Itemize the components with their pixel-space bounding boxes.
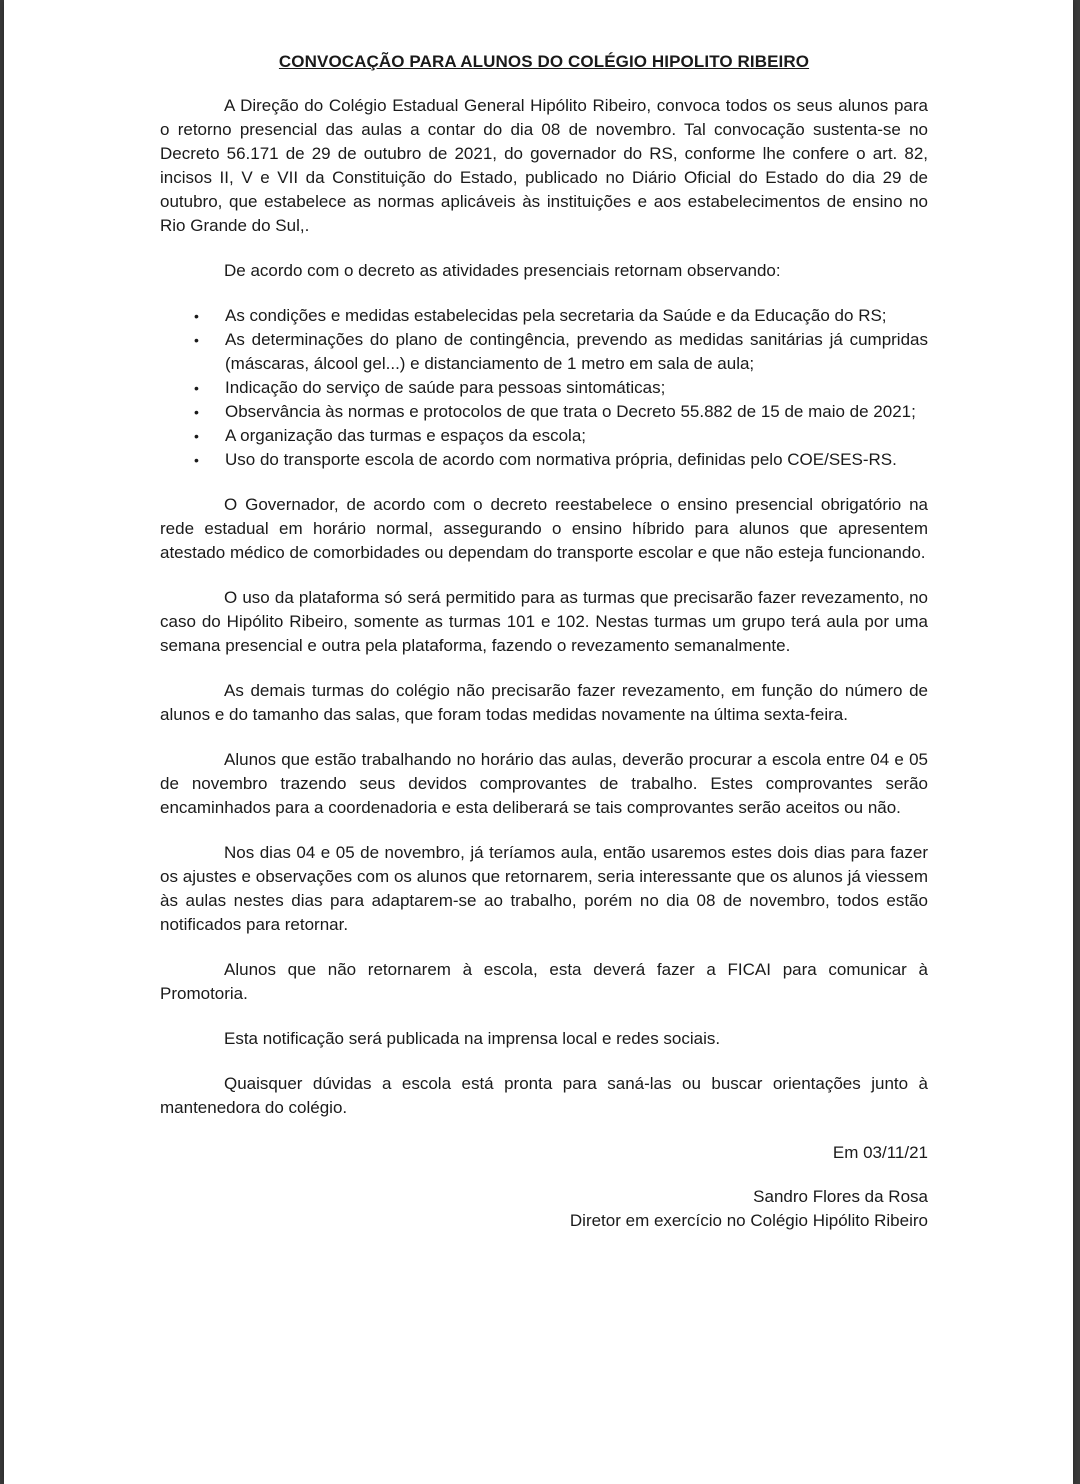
working-students-paragraph: Alunos que estão trabalhando no horário das aulas, deverão procurar a escola entre 04 e 05 de novembro trazendo seus devidos comprovantes de trabalho. Estes comprovantes serão encaminhados para a coordenadoria e esta deliberará se tais comprovantes serão aceitos ou não. — [160, 750, 928, 817]
list-item — [160, 328, 928, 376]
bullet-icon: • — [194, 404, 199, 420]
signature-name: Sandro Flores da Rosa — [753, 1187, 928, 1206]
signature-block — [160, 1185, 928, 1233]
bullet-icon: • — [194, 428, 199, 444]
list-intro-paragraph: De acordo com o decreto as atividades presenciais retornam observando: — [224, 261, 781, 280]
bullet-icon: • — [194, 308, 199, 324]
publication-paragraph: Esta notificação será publicada na imprensa local e redes sociais. — [224, 1029, 721, 1048]
list-item — [160, 424, 928, 448]
list-item — [160, 376, 928, 400]
list-item — [160, 304, 928, 328]
list-item-text: Observância às normas e protocolos de que trata o Decreto 55.882 de 15 de maio de 2021; — [225, 402, 916, 421]
requirements-list — [160, 304, 928, 472]
platform-paragraph: O uso da plataforma só será permitido para as turmas que precisarão fazer revezamento, no caso do Hipólito Ribeiro, somente as turmas 101 e 102. Nestas turmas um grupo terá aula por uma semana presencial e outra pela plataforma, fazendo o revezamento semanalmente. — [160, 588, 928, 655]
other-classes-paragraph: As demais turmas do colégio não precisarão fazer revezamento, em função do número de alunos e do tamanho das salas, que foram todas medidas novamente na última sexta-feira. — [160, 681, 928, 724]
document-title: CONVOCAÇÃO PARA ALUNOS DO COLÉGIO HIPOLITO RIBEIRO — [278, 52, 810, 71]
list-item-text: Indicação do serviço de saúde para pessoas sintomáticas; — [225, 378, 666, 397]
document-page — [4, 0, 1073, 1484]
list-item-text: As determinações do plano de contingência, prevendo as medidas sanitárias já cumpridas (máscaras, álcool gel...) e distanciamento de 1 metro em sala de aula; — [225, 330, 928, 373]
document-date: Em 03/11/21 — [832, 1143, 928, 1162]
list-item-text: Uso do transporte escola de acordo com normativa própria, definidas pelo COE/SES-RS. — [225, 450, 897, 469]
ficai-paragraph: Alunos que não retornarem à escola, esta deverá fazer a FICAI para comunicar à Promotoria. — [160, 960, 928, 1003]
list-item-text: As condições e medidas estabelecidas pela secretaria da Saúde e da Educação do RS; — [225, 306, 887, 325]
questions-paragraph: Quaisquer dúvidas a escola está pronta para saná-las ou buscar orientações junto à mantenedora do colégio. — [160, 1074, 928, 1117]
bullet-icon: • — [194, 452, 199, 468]
list-item-text: A organização das turmas e espaços da escola; — [225, 426, 586, 445]
bullet-icon: • — [194, 332, 199, 348]
list-item — [160, 448, 928, 472]
intro-paragraph: A Direção do Colégio Estadual General Hipólito Ribeiro, convoca todos os seus alunos para o retorno presencial das aulas a contar do dia 08 de novembro. Tal convocação sustenta-se no Decreto 56.171 de 29 de outubro de 2021, do governador do RS, conforme lhe confere o art. 82, incisos II, V e VII da Constituição do Estado, publicado no Diário Oficial do Estado do dia 29 de outubro, que estabelece as normas aplicáveis às instituições e aos estabelecimentos de ensino no Rio Grande do Sul,. — [160, 96, 928, 235]
list-item — [160, 400, 928, 424]
governor-paragraph: O Governador, de acordo com o decreto reestabelece o ensino presencial obrigatório na rede estadual em horário normal, assegurando o ensino híbrido para alunos que apresentem atestado médico de comorbidades ou dependam do transporte escolar e que não esteja funcionando. — [160, 495, 928, 562]
document-content — [160, 50, 928, 1233]
signature-role: Diretor em exercício no Colégio Hipólito Ribeiro — [569, 1211, 928, 1230]
adjustment-days-paragraph: Nos dias 04 e 05 de novembro, já teríamos aula, então usaremos estes dois dias para fazer os ajustes e observações com os alunos que retornarem, seria interessante que os alunos já viessem às aulas nestes dias para adaptarem-se ao trabalho, porém no dia 08 de novembro, todos estão notificados para retornar. — [160, 843, 928, 934]
bullet-icon: • — [194, 380, 199, 396]
